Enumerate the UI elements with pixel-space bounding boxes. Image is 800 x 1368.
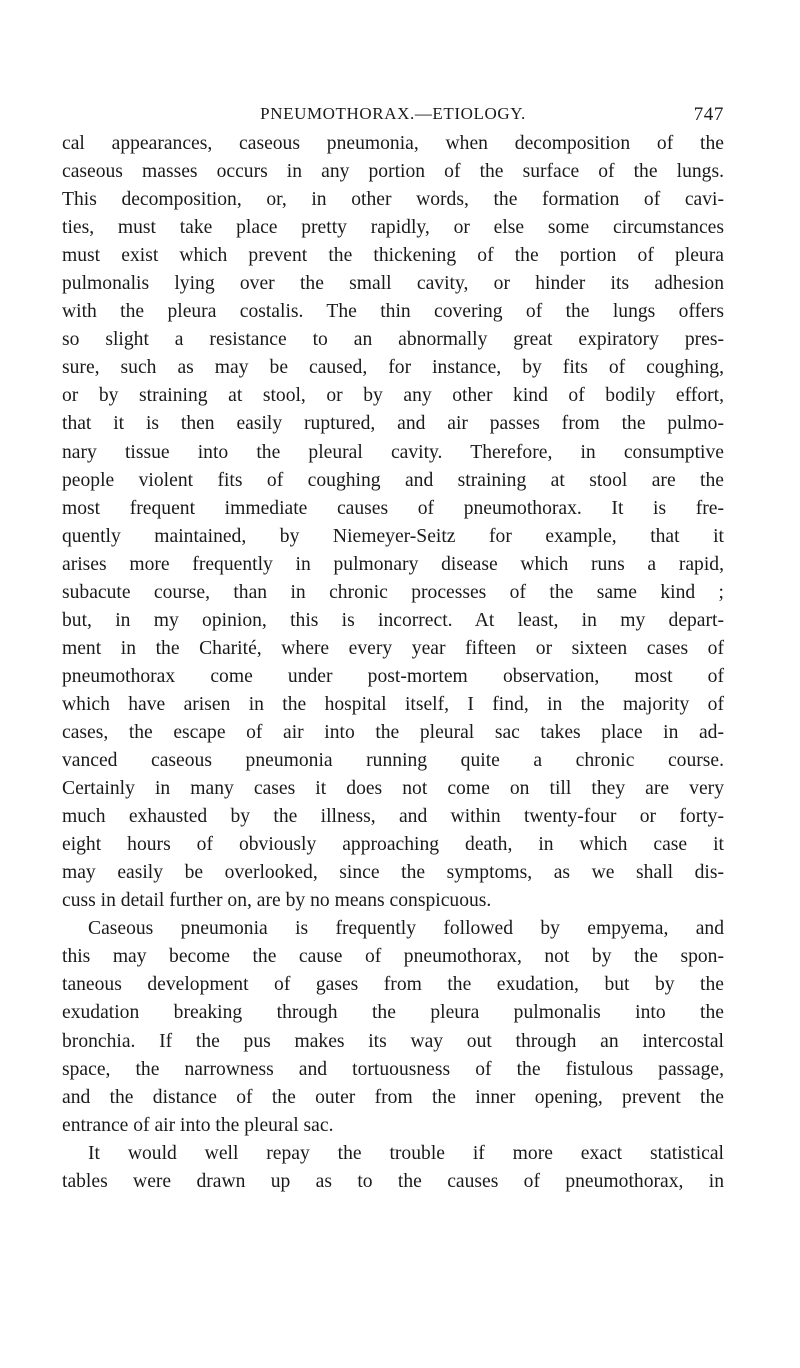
text-line: people violent fits of coughing and straining at stool are the xyxy=(62,469,724,491)
text-line: caseous masses occurs in any portion of the surface of the lungs. xyxy=(62,161,724,183)
text-line: sure, such as may be caused, for instance, by fits of coughing, xyxy=(62,357,724,379)
text-line: eight hours of obviously approaching death, in which case it xyxy=(62,834,724,856)
text-line: must exist which prevent the thickening of the portion of pleura xyxy=(62,245,724,267)
text-line: pneumothorax come under post-mortem observation, most of xyxy=(62,665,724,687)
text-line: most frequent immediate causes of pneumothorax. It is fre- xyxy=(62,497,724,519)
text-line: subacute course, than in chronic processes of the same kind ; xyxy=(62,581,724,603)
paragraph-end-line: cuss in detail further on, are by no means conspicuous. xyxy=(62,890,492,912)
text-line: that it is then easily ruptured, and air passes from the pulmo- xyxy=(62,413,724,435)
text-line: cases, the escape of air into the pleural sac takes place in ad- xyxy=(62,721,724,743)
text-line: but, in my opinion, this is incorrect. At least, in my depart- xyxy=(62,609,724,631)
paragraph-start-line: It would well repay the trouble if more exact statistical xyxy=(88,1142,724,1164)
text-line: pulmonalis lying over the small cavity, or hinder its adhesion xyxy=(62,273,724,295)
text-line: which have arisen in the hospital itself, I find, in the majority of xyxy=(62,693,724,715)
running-title: PNEUMOTHORAX.—ETIOLOGY. xyxy=(260,104,526,123)
text-line: vanced caseous pneumonia running quite a chronic course. xyxy=(62,750,724,772)
text-line: tables were drawn up as to the causes of pneumothorax, in xyxy=(62,1170,724,1192)
body-text xyxy=(62,130,724,1196)
text-line: cal appearances, caseous pneumonia, when decomposition of the xyxy=(62,133,724,154)
text-line: Certainly in many cases it does not come on till they are very xyxy=(62,778,724,800)
text-line: nary tissue into the pleural cavity. Therefore, in consumptive xyxy=(62,441,724,463)
text-line: exudation breaking through the pleura pulmonalis into the xyxy=(62,1002,724,1024)
text-line: with the pleura costalis. The thin covering of the lungs offers xyxy=(62,301,724,323)
text-line: ment in the Charité, where every year fifteen or sixteen cases of xyxy=(62,637,724,659)
text-line: This decomposition, or, in other words, the formation of cavi- xyxy=(62,189,724,211)
paragraph-start-line: Caseous pneumonia is frequently followed by empyema, and xyxy=(88,918,724,940)
text-line: space, the narrowness and tortuousness of the fistulous passage, xyxy=(62,1058,724,1080)
text-line: quently maintained, by Niemeyer-Seitz for example, that it xyxy=(62,525,724,547)
text-line: and the distance of the outer from the inner opening, prevent the xyxy=(62,1086,724,1108)
text-line: ties, must take place pretty rapidly, or else some circumstances xyxy=(62,217,724,239)
text-line: bronchia. If the pus makes its way out through an intercostal xyxy=(62,1030,724,1052)
page-number: 747 xyxy=(693,104,724,125)
running-head xyxy=(62,104,724,128)
text-line: so slight a resistance to an abnormally great expiratory pres- xyxy=(62,329,724,351)
text-line: taneous development of gases from the exudation, but by the xyxy=(62,974,724,996)
paragraph-end-line: entrance of air into the pleural sac. xyxy=(62,1114,334,1136)
text-line: arises more frequently in pulmonary disease which runs a rapid, xyxy=(62,553,724,575)
text-line: may easily be overlooked, since the symptoms, as we shall dis- xyxy=(62,862,724,884)
text-line: or by straining at stool, or by any other kind of bodily effort, xyxy=(62,385,724,407)
text-line: this may become the cause of pneumothorax, not by the spon- xyxy=(62,946,724,968)
text-line: much exhausted by the illness, and within twenty-four or forty- xyxy=(62,806,724,828)
